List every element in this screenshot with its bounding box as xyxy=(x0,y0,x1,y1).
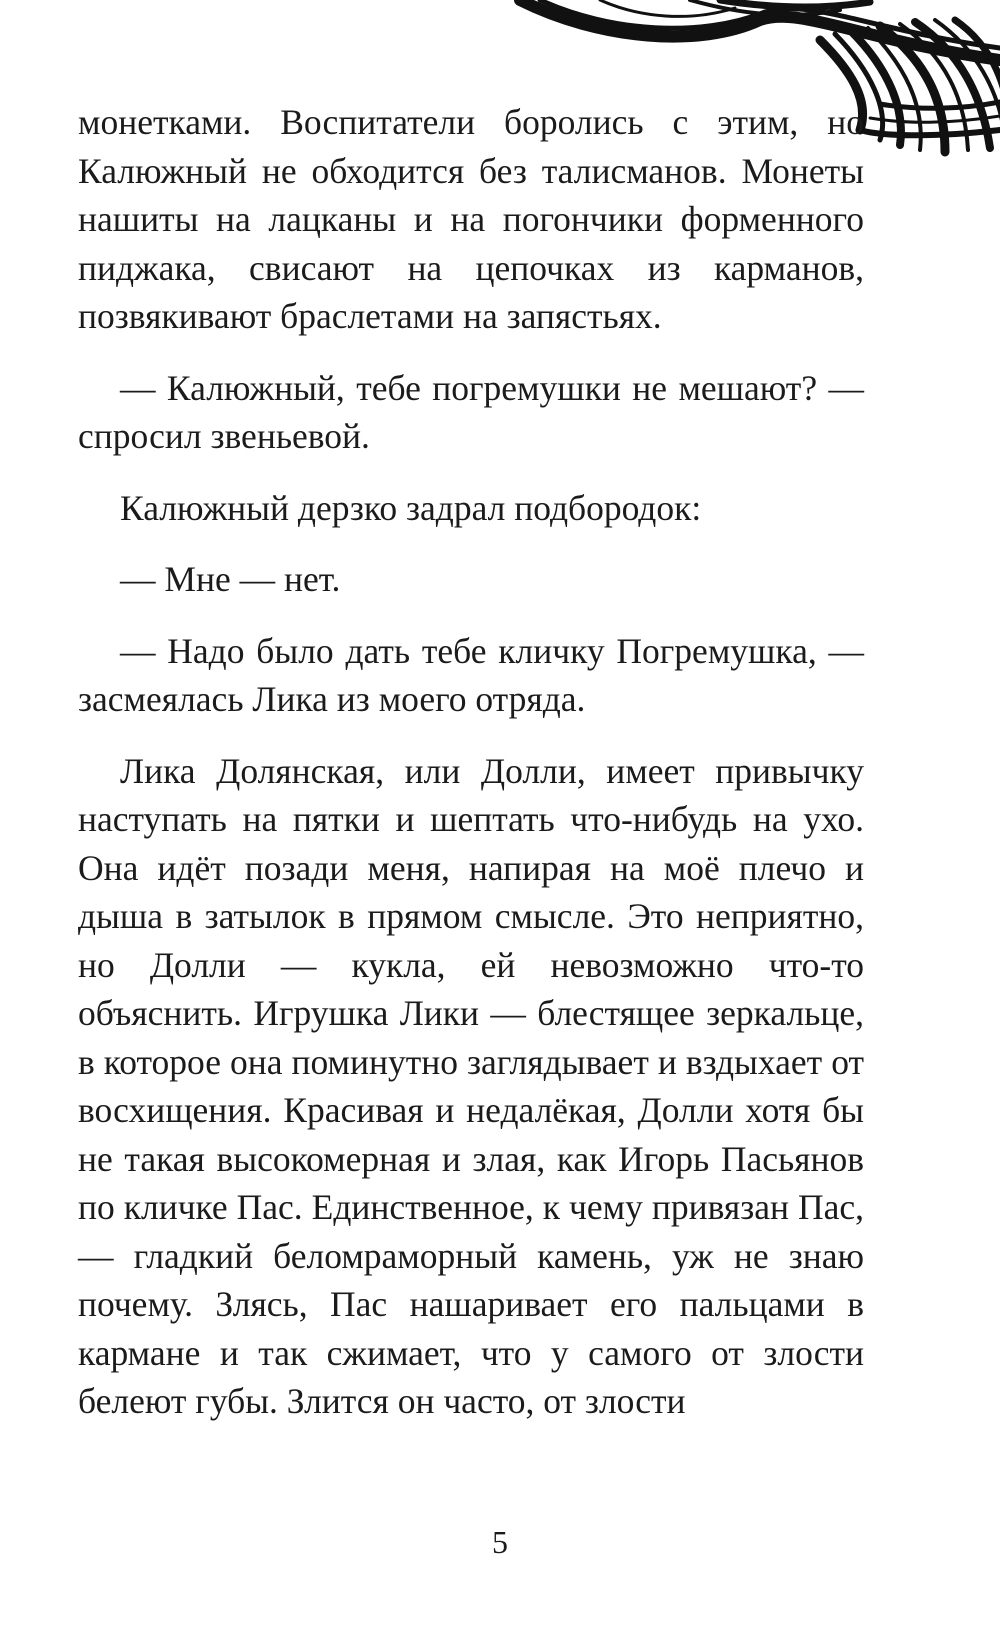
paragraph: — Надо было дать тебе кличку Погремушка, — засмеялась Лика из моего отряда. xyxy=(78,630,864,719)
page-body-text xyxy=(78,98,864,1426)
paragraph: монетками. Воспитатели боролись с этим, но Калюжный не обходится без талисманов. Монеты нашиты на лацканы и на погончики форменного пиджака, свисают на цепочках из карманов, позвякивают браслетами на запястьях. xyxy=(78,102,864,336)
paragraph: — Калюжный, тебе погремушки не мешают? — спросил звеньевой. xyxy=(78,367,864,456)
page-number: 5 xyxy=(492,1524,508,1560)
paragraph: Лика Долянская, или Долли, имеет привычку наступать на пятки и шептать что-нибудь на ухо. Она идёт позади меня, напирая на моё плечо и дыша в затылок в прямом смысле. Это неприятно, но Долли — кукла, ей невозможно что-то объяснить. Игрушка Лики — блестящее зеркальце, в которое она поминутно заглядывает и вздыхает от восхищения. Красивая и недалёкая, Долли хотя бы не такая высокомерная и злая, как Игорь Пасьянов по кличке Пас. Единственное, к чему привязан Пас, — гладкий беломраморный камень, уж не знаю почему. Злясь, Пас нашаривает его пальцами в кармане и так сжимает, что у самого от злости белеют губы. Злится он часто, от злости xyxy=(78,750,864,1421)
paragraph: — Мне — нет. xyxy=(120,559,341,599)
paragraph: Калюжный дерзко задрал подбородок: xyxy=(120,487,702,528)
